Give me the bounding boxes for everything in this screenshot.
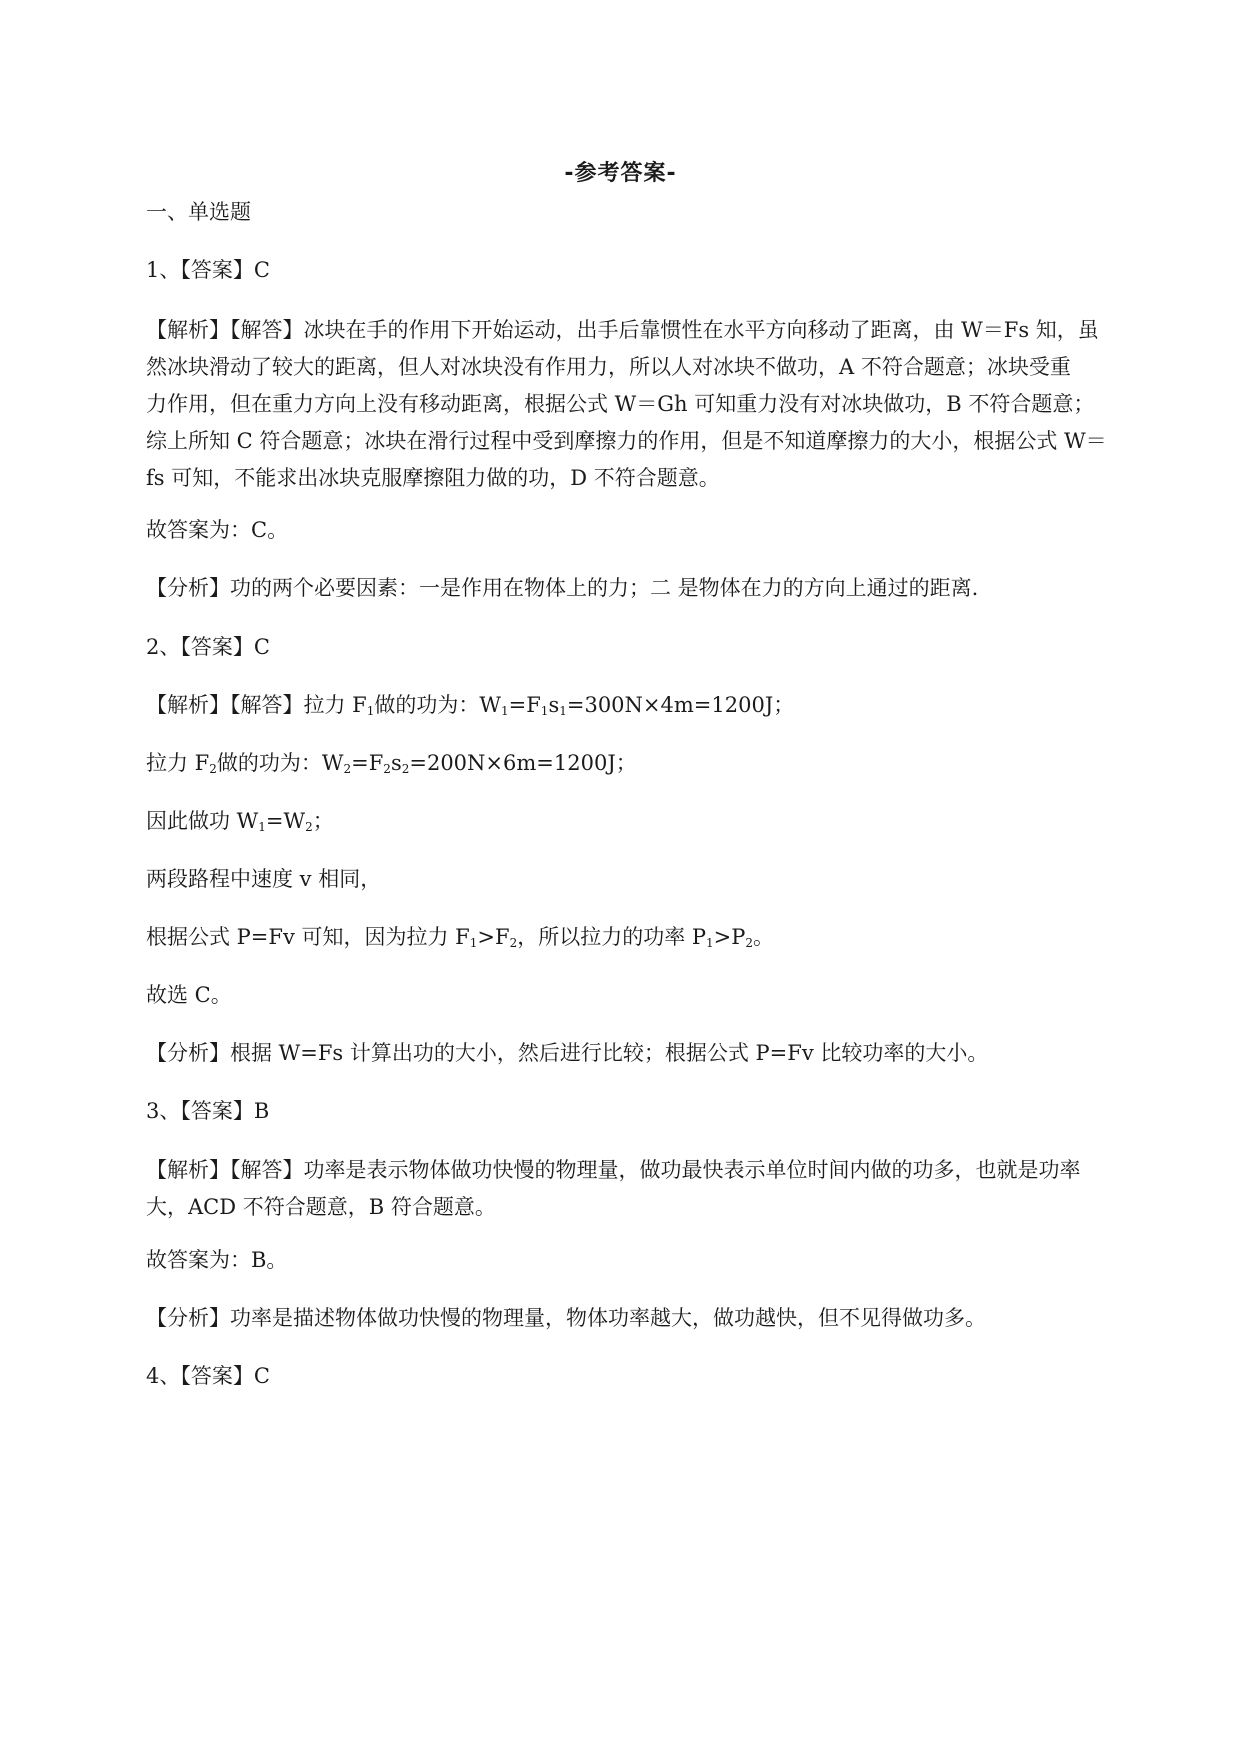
q2-line3: 因此做功 $W_1=W_2$；	[146, 809, 334, 834]
q4-answer: 4、【答案】C	[146, 1364, 270, 1388]
section-heading: 一、单选题	[146, 200, 251, 224]
q3-analysis-line: 大，ACD 不符合题意，B 符合题意。	[146, 1195, 496, 1219]
q3-fenxi: 【分析】功率是描述物体做功快慢的物理量，物体功率越大，做功越快，但不见得做功多。	[146, 1306, 986, 1330]
q2-fenxi: 【分析】根据 W=Fs 计算出功的大小，然后进行比较；根据公式 P=Fv 比较功率的大小。	[146, 1041, 989, 1065]
q2-line1: 【解析】【解答】拉力 $F_1$做的功为：$W_1=F_1s_1=300N\times 4m=1200J$；	[146, 693, 795, 718]
q2-answer: 2、【答案】C	[146, 635, 270, 659]
q1-analysis-line: 【解析】【解答】冰块在手的作用下开始运动，出手后靠惯性在水平方向移动了距离，由 W＝Fs 知，虽	[146, 318, 1099, 342]
q3-answer: 3、【答案】B	[146, 1099, 270, 1123]
q2-conclusion: 故选 C。	[146, 983, 232, 1007]
q3-conclusion: 故答案为：B。	[146, 1248, 288, 1272]
q1-analysis	[146, 312, 1146, 497]
q3-analysis	[146, 1152, 1146, 1226]
q1-analysis-line: 然冰块滑动了较大的距离，但人对冰块没有作用力，所以人对冰块不做功，A 不符合题意；冰块受重	[146, 355, 1071, 379]
page-title: -参考答案-	[564, 161, 677, 186]
q1-analysis-line: 综上所知 C 符合题意；冰块在滑行过程中受到摩擦力的作用，但是不知道摩擦力的大小，根据公式 W＝	[146, 429, 1107, 453]
q1-analysis-line: 力作用，但在重力方向上没有移动距离，根据公式 W＝Gh 可知重力没有对冰块做功，B 不符合题意；	[146, 392, 1095, 416]
q1-answer: 1、【答案】C	[146, 258, 270, 282]
q1-analysis-line: fs 可知，不能求出冰块克服摩擦阻力做的功，D 不符合题意。	[146, 466, 720, 490]
q2-line2: 拉力 $F_2$做的功为：$W_2=F_2s_2=200N\times 6m=1200J$；	[146, 751, 637, 776]
q3-analysis-line: 【解析】【解答】功率是表示物体做功快慢的物理量，做功最快表示单位时间内做的功多，也就是功率	[146, 1158, 1081, 1182]
q1-conclusion: 故答案为：C。	[146, 518, 289, 542]
q2-line5: 根据公式 P=Fv 可知，因为拉力 $F_1>F_2$，所以拉力的功率 $P_1>P_2$。	[146, 925, 775, 950]
q2-line4: 两段路程中速度 v 相同，	[146, 867, 382, 891]
q1-fenxi: 【分析】功的两个必要因素：一是作用在物体上的力；二 是物体在力的方向上通过的距离.	[146, 576, 979, 600]
